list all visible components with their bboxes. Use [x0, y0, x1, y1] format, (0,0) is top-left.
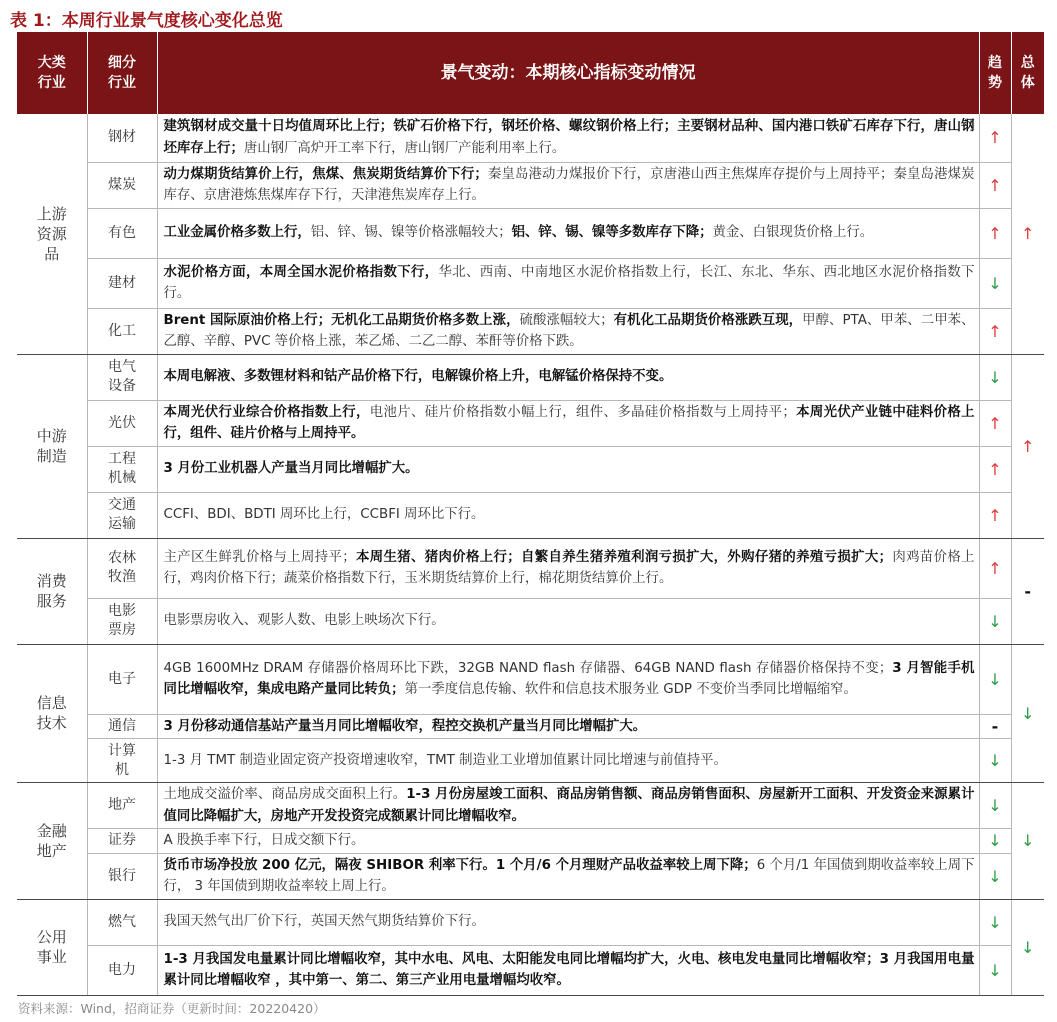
total-cell	[1011, 114, 1044, 354]
text-segment: 4GB 1600MHz DRAM 存储器价格周环比下跌，32GB NAND flash 存储器、64GB NAND flash 存储器价格保持不变；	[163, 660, 893, 676]
table-row	[17, 446, 1044, 492]
arrow-down-icon: ↓	[988, 960, 1002, 980]
table-row	[17, 853, 1044, 899]
dash-icon: -	[1024, 581, 1032, 601]
trend-cell	[979, 899, 1011, 945]
subindustry-cell	[87, 644, 157, 714]
industry-table	[17, 32, 1044, 996]
bold-text-segment: 本周生猪、猪肉价格上行；自繁自养生猪养殖利润亏损扩大，外购仔猪的养殖亏损扩大；	[355, 549, 892, 565]
subindustry-cell	[87, 598, 157, 644]
change-description	[157, 208, 979, 258]
dash-icon: -	[991, 716, 999, 736]
trend-cell	[979, 783, 1011, 829]
table-row	[17, 783, 1044, 829]
trend-cell	[979, 739, 1011, 783]
subindustry-cell	[87, 783, 157, 829]
total-cell	[1011, 644, 1044, 783]
trend-cell	[979, 945, 1011, 995]
table-row	[17, 945, 1044, 995]
text-segment: 6 个月/1 年国债到期收益率较上周下行， 3 年国债到期收益率较上周上行。	[163, 857, 975, 894]
trend-cell	[979, 829, 1011, 854]
change-description	[157, 400, 979, 446]
subindustry-label-line: 通信	[108, 717, 136, 734]
arrow-up-icon: ↑	[988, 413, 1002, 433]
text-segment: 秦皇岛港动力煤报价下行，京唐港山西主焦煤库存提价与上周持平；秦皇岛港煤炭库存、京唐港炼焦煤库存下行，天津港焦炭库存上行。	[163, 166, 975, 203]
category-label-line: 事业	[36, 948, 67, 966]
arrow-down-icon: ↓	[988, 866, 1002, 886]
trend-cell	[979, 258, 1011, 308]
trend-cell	[979, 714, 1011, 739]
arrow-down-icon: ↓	[988, 669, 1002, 689]
text-segment: 硫酸涨幅较大；	[519, 312, 614, 328]
bold-text-segment: 动力煤期货结算价上行，焦煤、焦炭期货结算价下行；	[163, 166, 488, 182]
subindustry-cell	[87, 446, 157, 492]
trend-cell	[979, 538, 1011, 598]
text-segment: 土地成交溢价率、商品房成交面积上行。	[163, 787, 407, 802]
text-segment: 华北、西南、中南地区水泥价格指数上行，长江、东北、华东、西北地区水泥价格指数下行。	[163, 264, 975, 301]
subindustry-label-line: 机	[115, 761, 129, 778]
subindustry-cell	[87, 354, 157, 400]
header-subindustry: 细分 行业	[87, 32, 157, 114]
text-segment: 第一季度信息传输、软件和信息技术服务业 GDP 不变价当季同比增幅缩窄。	[404, 682, 857, 697]
subindustry-label-line: 工程	[108, 451, 136, 467]
total-cell	[1011, 354, 1044, 538]
bold-text-segment: 1-3 月我国发电量累计同比增幅收窄，其中水电、风电、太阳能发电同比增幅均扩大，火电、核电发电量同比增幅收窄；3 月我国用电量累计同比增幅收窄 ，其中第一、第二、第三产业用电量增幅均收窄。	[163, 951, 975, 988]
table-row	[17, 208, 1044, 258]
arrow-up-icon: ↑	[988, 128, 1002, 148]
category-cell	[17, 644, 87, 783]
change-description	[157, 162, 979, 208]
subindustry-cell	[87, 492, 157, 538]
category-cell	[17, 783, 87, 900]
arrow-up-icon: ↑	[988, 505, 1002, 525]
category-label-line: 技术	[36, 714, 67, 733]
subindustry-label-line: 有色	[108, 224, 136, 241]
bold-text-segment: 工业金属价格多数上行，	[163, 225, 311, 241]
subindustry-label-line: 证券	[108, 832, 136, 849]
subindustry-cell	[87, 400, 157, 446]
subindustry-label-line: 电影	[108, 603, 136, 619]
bold-text-segment: 3 月份移动通信基站产量当月同比增幅收窄，程控交换机产量当月同比增幅扩大。	[163, 718, 647, 734]
total-cell	[1011, 899, 1044, 995]
bold-text-segment: 本周光伏产业链中硅料价格上行，组件、硅片价格与上周持平。	[163, 404, 975, 441]
bold-text-segment: 水泥价格方面，本周全国水泥价格指数下行，	[163, 264, 439, 280]
bold-text-segment: 有机化工品期货价格涨跌互现，	[613, 312, 803, 328]
text-segment: 我国天然气出厂价下行，英国天然气期货结算价下行。	[163, 914, 485, 930]
change-description	[157, 258, 979, 308]
trend-cell	[979, 308, 1011, 354]
arrow-down-icon: ↓	[1021, 937, 1035, 957]
table-row	[17, 162, 1044, 208]
subindustry-label-line: 燃气	[108, 913, 136, 930]
category-cell	[17, 114, 87, 354]
trend-cell	[979, 208, 1011, 258]
subindustry-label-line: 运输	[108, 516, 136, 532]
table-row	[17, 714, 1044, 739]
table-row	[17, 492, 1044, 538]
table-row	[17, 644, 1044, 714]
bold-text-segment: 3 月份工业机器人产量当月同比增幅扩大。	[163, 461, 419, 477]
change-description	[157, 308, 979, 354]
trend-cell	[979, 446, 1011, 492]
category-label-line: 上游	[36, 204, 67, 223]
text-segment: CCFI、BDI、BDTI 周环比上行，CCBFI 周环比下行。	[163, 507, 485, 523]
subindustry-label-line: 化工	[108, 322, 136, 339]
subindustry-label-line: 电子	[108, 670, 136, 687]
change-description	[157, 114, 979, 162]
change-description	[157, 538, 979, 598]
subindustry-cell	[87, 899, 157, 945]
subindustry-label-line: 票房	[108, 622, 136, 638]
text-segment: 甲醇、PTA、甲苯、二甲苯、乙醇、辛醇、PVC 等价格上涨，苯乙烯、二乙二醇、苯酐等价格下跌。	[163, 312, 975, 349]
subindustry-cell	[87, 714, 157, 739]
table-row	[17, 899, 1044, 945]
change-description	[157, 354, 979, 400]
category-label-line: 金融	[36, 821, 67, 840]
arrow-down-icon: ↓	[988, 367, 1002, 387]
subindustry-cell	[87, 114, 157, 162]
change-description	[157, 853, 979, 899]
change-description	[157, 945, 979, 995]
trend-cell	[979, 114, 1011, 162]
bold-text-segment: 铝、锌、锡、镍等多数库存下降；	[511, 225, 713, 241]
bold-text-segment: 建筑钢材成交量十日均值周环比上行；铁矿石价格下行，钢坯价格、螺纹钢价格上行；主要钢材品种、国内港口铁矿石库存下行，唐山钢坯库存上行；	[163, 119, 975, 156]
arrow-up-icon: ↑	[988, 223, 1002, 243]
table-row	[17, 114, 1044, 162]
arrow-up-icon: ↑	[988, 459, 1002, 479]
subindustry-label-line: 地产	[108, 797, 136, 813]
subindustry-cell	[87, 538, 157, 598]
text-segment: 肉鸡苗价格上行，鸡肉价格下行；蔬菜价格指数下行，玉米期货结算价上行，棉花期货结算价上行。	[163, 549, 975, 586]
arrow-down-icon: ↓	[988, 751, 1002, 770]
subindustry-label-line: 计算	[108, 742, 136, 759]
subindustry-label-line: 电气	[108, 359, 136, 375]
category-label-line: 信息	[36, 694, 67, 713]
subindustry-cell	[87, 853, 157, 899]
text-segment: 黄金、白银现货价格上行。	[712, 225, 874, 241]
arrow-up-icon: ↑	[988, 558, 1002, 578]
table-row	[17, 354, 1044, 400]
bold-text-segment: 本周电解液、多数锂材料和钴产品价格下行，电解镍价格上升，电解锰价格保持不变。	[163, 369, 673, 385]
header-category: 大类 行业	[17, 32, 87, 114]
subindustry-label-line: 农林	[108, 550, 136, 566]
arrow-up-icon: ↑	[1021, 224, 1035, 244]
change-description	[157, 598, 979, 644]
change-description	[157, 899, 979, 945]
subindustry-label-line: 牧渔	[108, 569, 136, 585]
source-note: 资料来源：Wind，招商证券（更新时间：20220420）	[18, 1001, 326, 1016]
table-row	[17, 400, 1044, 446]
arrow-down-icon: ↓	[988, 273, 1002, 293]
category-label-line: 消费	[36, 572, 67, 590]
category-cell	[17, 899, 87, 995]
text-segment: 1-3 月 TMT 制造业固定资产投资增速收窄，TMT 制造业工业增加值累计同比增速与前值持平。	[163, 752, 727, 768]
total-cell	[1011, 783, 1044, 900]
subindustry-label-line: 交通	[108, 497, 136, 513]
bold-text-segment: 本周光伏行业综合价格指数上行，	[163, 404, 370, 420]
subindustry-cell	[87, 945, 157, 995]
category-label-line: 地产	[36, 841, 67, 860]
change-description	[157, 783, 979, 829]
subindustry-label-line: 建材	[108, 274, 136, 291]
arrow-down-icon: ↓	[988, 611, 1002, 631]
subindustry-cell	[87, 258, 157, 308]
arrow-down-icon: ↓	[988, 831, 1002, 851]
subindustry-cell	[87, 208, 157, 258]
trend-cell	[979, 853, 1011, 899]
change-description	[157, 446, 979, 492]
subindustry-cell	[87, 829, 157, 854]
change-description	[157, 492, 979, 538]
category-cell	[17, 538, 87, 644]
header-total: 总 体	[1011, 32, 1044, 114]
category-cell	[17, 354, 87, 538]
bold-text-segment: 3 月智能手机同比增幅收窄，集成电路产量同比转负；	[163, 660, 975, 697]
category-label-line: 中游	[36, 427, 67, 445]
change-description	[157, 644, 979, 714]
change-description	[157, 739, 979, 783]
table-row	[17, 538, 1044, 598]
subindustry-cell	[87, 739, 157, 783]
text-segment: 主产区生鲜乳价格与上周持平；	[163, 549, 356, 565]
bold-text-segment: Brent 国际原油价格上行；无机化工品期货价格多数上涨，	[163, 312, 520, 328]
bold-text-segment: 1-3 月份房屋竣工面积、商品房销售额、商品房销售面积、房屋新开工面积、开发资金来源累计值同比降幅扩大，房地产开发投资完成额累计同比增幅收窄。	[163, 787, 975, 824]
text-segment: 电影票房收入、观影人数、电影上映场次下行。	[163, 613, 445, 629]
bold-text-segment: 货币市场净投放 200 亿元，隔夜 SHIBOR 利率下行。1 个月/6 个月理财产品收益率较上周下降；	[163, 857, 757, 873]
header-row	[17, 32, 1044, 114]
category-label-line: 制造	[36, 447, 67, 465]
arrow-down-icon: ↓	[988, 796, 1002, 815]
trend-cell	[979, 162, 1011, 208]
header-change: 景气变动：本期核心指标变动情况	[157, 32, 979, 114]
trend-cell	[979, 400, 1011, 446]
text-segment: 电池片、硅片价格指数小幅上行，组件、多晶硅价格指数与上周持平；	[369, 404, 796, 420]
category-label-line: 品	[44, 244, 60, 263]
category-label-line: 公用	[36, 928, 67, 946]
text-segment: 唐山钢厂高炉开工率下行，唐山钢厂产能利用率上行。	[243, 140, 566, 156]
table-row	[17, 598, 1044, 644]
subindustry-label-line: 机械	[108, 470, 136, 486]
trend-cell	[979, 492, 1011, 538]
subindustry-label-line: 钢材	[108, 129, 136, 146]
table-row	[17, 739, 1044, 783]
subindustry-cell	[87, 308, 157, 354]
table-row	[17, 829, 1044, 854]
subindustry-label-line: 电力	[108, 961, 136, 978]
arrow-down-icon: ↓	[1021, 703, 1035, 723]
subindustry-label-line: 设备	[108, 378, 136, 394]
category-label-line: 服务	[36, 592, 67, 610]
subindustry-label-line: 银行	[108, 867, 136, 884]
subindustry-label-line: 光伏	[108, 414, 136, 431]
change-description	[157, 829, 979, 854]
text-segment: A 股换手率下行，日成交额下行。	[163, 833, 365, 848]
arrow-down-icon: ↓	[1021, 831, 1035, 851]
trend-cell	[979, 644, 1011, 714]
table-title: 表 1：本周行业景气度核心变化总览	[10, 11, 283, 31]
category-label-line: 资源	[36, 224, 67, 243]
total-cell	[1011, 538, 1044, 644]
arrow-up-icon: ↑	[1021, 436, 1035, 456]
trend-cell	[979, 598, 1011, 644]
arrow-up-icon: ↑	[988, 321, 1002, 341]
change-description	[157, 714, 979, 739]
text-segment: 铝、锌、锡、镍等价格涨幅较大；	[310, 225, 512, 241]
subindustry-label-line: 煤炭	[108, 176, 136, 193]
table-row	[17, 258, 1044, 308]
arrow-up-icon: ↑	[988, 175, 1002, 195]
subindustry-cell	[87, 162, 157, 208]
trend-cell	[979, 354, 1011, 400]
table-row	[17, 308, 1044, 354]
header-trend: 趋 势	[979, 32, 1011, 114]
arrow-down-icon: ↓	[988, 912, 1002, 932]
